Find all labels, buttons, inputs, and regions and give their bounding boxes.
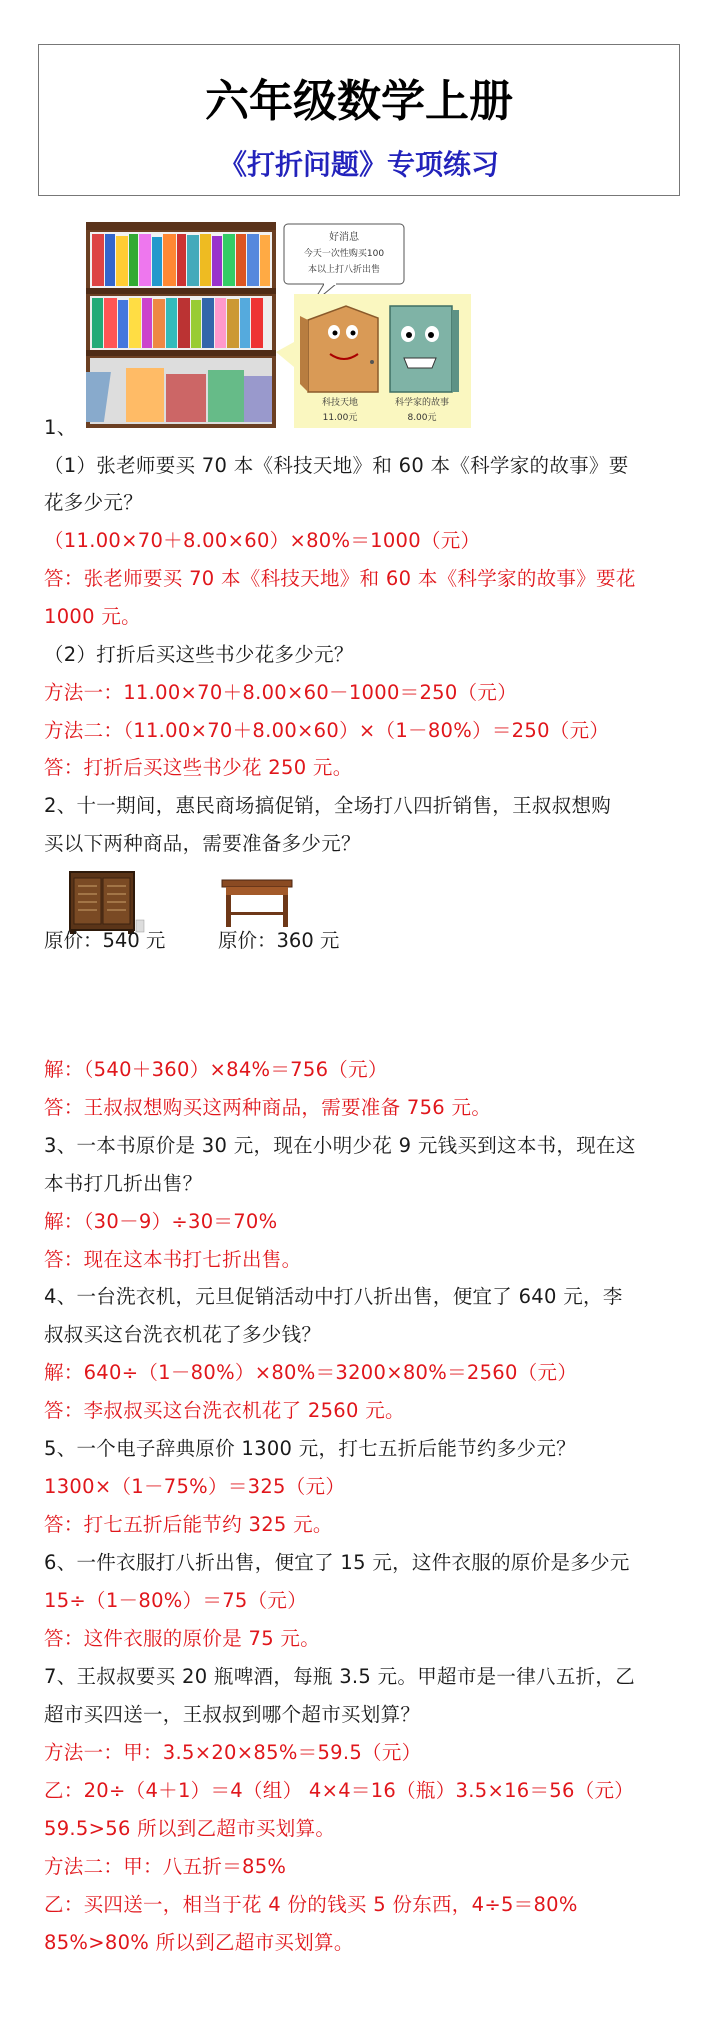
- text-line: 花多少元？: [44, 491, 144, 514]
- text-line: 方法二：甲：八五折＝85%: [44, 1855, 287, 1878]
- book2-price: 8.00元: [407, 413, 437, 423]
- text-line: 2、十一期间，惠民商场搞促销，全场打八四折销售，王叔叔想购: [44, 794, 612, 817]
- book2-name: 科学家的故事: [394, 398, 450, 408]
- text-line: （1）张老师要买 70 本《科技天地》和 60 本《科学家的故事》要: [44, 454, 629, 477]
- page-subtitle: 《打折问题》专项练习: [218, 148, 499, 181]
- bookstore-illustration: [86, 222, 471, 428]
- text-line: 乙：买四送一，相当于花 4 份的钱买 5 份东西，4÷5＝80%: [44, 1893, 578, 1916]
- book1-price: 11.00元: [322, 413, 358, 423]
- text-line: 买以下两种商品，需要准备多少元？: [44, 832, 361, 855]
- notice-line-2: 本以上打八折出售: [307, 265, 381, 275]
- text-line: 3、一本书原价是 30 元，现在小明少花 9 元钱买到这本书，现在这: [44, 1134, 636, 1157]
- text-line: 解：（540＋360）×84%＝756（元）: [44, 1058, 388, 1081]
- text-line: 15÷（1－80%）＝75（元）: [44, 1589, 308, 1612]
- text-line: 1300×（1－75%）＝325（元）: [44, 1475, 346, 1498]
- text-line: 答：王叔叔想购买这两种商品，需要准备 756 元。: [44, 1096, 492, 1119]
- text-line: 答：打七五折后能节约 325 元。: [44, 1513, 333, 1536]
- desk-price: 原价：360 元: [218, 929, 340, 952]
- text-line: 解：（30－9）÷30＝70%: [44, 1210, 278, 1233]
- text-line: 答：张老师要买 70 本《科技天地》和 60 本《科学家的故事》要花: [44, 567, 636, 590]
- text-line: 答：李叔叔买这台洗衣机花了 2560 元。: [44, 1399, 405, 1422]
- notice-title: 好消息: [329, 232, 359, 243]
- text-line: 超市买四送一，王叔叔到哪个超市买划算？: [44, 1703, 421, 1726]
- text-line: 方法二：（11.00×70＋8.00×60）×（1－80%）＝250（元）: [44, 719, 610, 742]
- text-line: 本书打几折出售？: [44, 1172, 203, 1195]
- text-line: 1、: [44, 416, 77, 439]
- text-line: 6、一件衣服打八折出售，便宜了 15 元，这件衣服的原价是多少元: [44, 1551, 630, 1574]
- text-line: 答：打折后买这些书少花 250 元。: [44, 756, 353, 779]
- text-line: （11.00×70＋8.00×60）×80%＝1000（元）: [44, 529, 481, 552]
- page-title: 六年级数学上册: [205, 76, 513, 127]
- text-line: 85%>80% 所以到乙超市买划算。: [44, 1931, 354, 1954]
- text-line: 答：这件衣服的原价是 75 元。: [44, 1627, 321, 1650]
- book-scientist-stories-icon: [390, 306, 459, 392]
- text-line: 解：640÷（1－80%）×80%＝3200×80%＝2560（元）: [44, 1361, 578, 1384]
- text-line: 答：现在这本书打七折出售。: [44, 1248, 302, 1271]
- book1-name: 科技天地: [321, 398, 359, 408]
- text-line: 59.5>56 所以到乙超市买划算。: [44, 1817, 336, 1840]
- notice-line-1: 今天一次性购买100: [303, 249, 385, 259]
- text-line: 4、一台洗衣机，元旦促销活动中打八折出售，便宜了 640 元，李: [44, 1285, 623, 1308]
- title-box: [38, 44, 680, 196]
- text-line: 乙：20÷（4＋1）＝4（组） 4×4＝16（瓶）3.5×16＝56（元）: [44, 1779, 635, 1802]
- text-line: 叔叔买这台洗衣机花了多少钱？: [44, 1323, 322, 1346]
- text-line: 方法一：甲：3.5×20×85%＝59.5（元）: [44, 1741, 422, 1764]
- text-line: （2）打折后买这些书少花多少元？: [44, 643, 354, 666]
- book-science-world-icon: [300, 306, 378, 392]
- text-line: 5、一个电子辞典原价 1300 元，打七五折后能节约多少元？: [44, 1437, 576, 1460]
- text-line: 1000 元。: [44, 605, 141, 628]
- desk-icon: [218, 872, 298, 932]
- wardrobe-price: 原价：540 元: [44, 929, 166, 952]
- text-line: 方法一：11.00×70＋8.00×60－1000＝250（元）: [44, 681, 517, 704]
- text-line: 7、王叔叔要买 20 瓶啤酒，每瓶 3.5 元。甲超市是一律八五折，乙: [44, 1665, 636, 1688]
